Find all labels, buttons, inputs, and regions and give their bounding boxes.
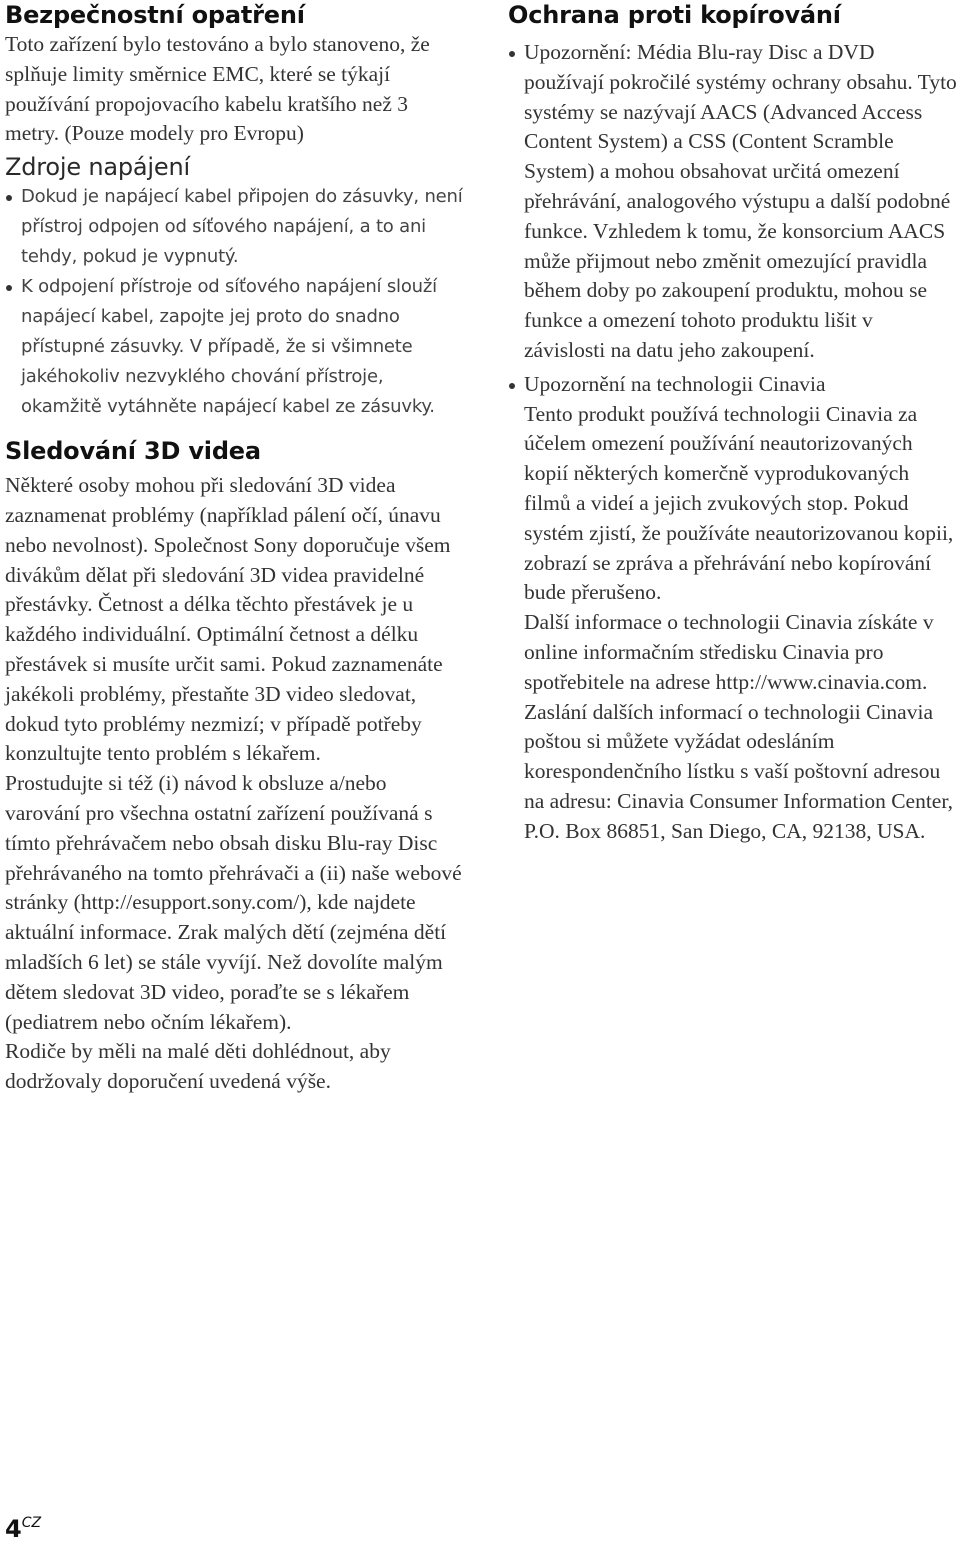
page-number: 4 [5,1515,22,1543]
cinavia-bullet [508,370,958,847]
language-code: CZ [21,1515,42,1531]
left-column [5,0,465,1097]
cinavia-title: Upozornění na technologii Cinavia [524,371,826,396]
video3d-paragraph-2: Prostudujte si též (i) návod k obsluze a/nebo varování pro všechna ostatní zařízení používaná s tímto přehrávačem nebo obsah disku Blu-ray Disc přehrávaného na tomto přehrávači a (ii) naše webové stránky (http://esupport.sony.com/), kde najdete aktuální informace. Zrak malých dětí (zejména dětí mladších 6 let) se stále vyvíjí. Než dovolíte malým dětem sledovat 3D video, poraďte se s lékařem (pediatrem nebo očním lékařem). [5,771,462,1034]
video3d-paragraph-1: Některé osoby mohou při sledování 3D videa zaznamenat problémy (například pálení očí, únavu nebo nevolnost). Společnost Sony doporučuje všem divákům dělat při sledování 3D videa pravidelné přestávky. Četnost a délka těchto přestávek je u každého individuální. Optimální četnost a délku přestávek si musíte určit sami. Pokud zaznamenáte jakékoli problémy, přestaňte 3D video sledovat, dokud tyto problémy nezmizí; v případě potřeby konzultujte tento problém s lékařem. [5,473,451,766]
power-list [5,182,465,422]
power-bullet-1: Dokud je napájecí kabel připojen do zásuvky, není přístroj odpojen od síťového napájení, a to ani tehdy, pokud je vypnutý. [5,182,465,272]
cinavia-text-1: Tento produkt používá technologii Cinavia za účelem omezení používání neautorizovaných kopií některých komerčně vyprodukovaných filmů a videí a jejich zvukových stop. Pokud systém zjistí, že používáte neautorizovanou kopii, zobrazí se zpráva a přehrávání nebo kopírování bude přerušeno. [524,401,954,605]
right-column [508,0,958,847]
page-footer [5,1515,41,1543]
copy-protection-heading: Ochrana proti kopírování [508,1,841,29]
video3d-paragraph-3: Rodiče by měli na malé děti dohlédnout, aby dodržovaly doporučení uvedená výše. [5,1039,391,1094]
cinavia-text-2: Další informace o technologii Cinavia získáte v online informačním středisku Cinavia pro spotřebitele na adrese http://www.cinavia.com. Zaslání dalších informací o technologii Cinavia poštou si můžete vyžádat odesláním korespondenčního lístku s vaší poštovní adresou na adresu: Cinavia Consumer Information Center, P.O. Box 86851, San Diego, CA, 92138, USA. [524,610,954,843]
safety-heading: Bezpečnostní opatření [5,1,305,29]
copy-protection-bullet-1: Upozornění: Média Blu-ray Disc a DVD používají pokročilé systémy ochrany obsahu. Tyto systémy se nazývají AACS (Advanced Access Content System) a CSS (Content Scramble System) a mohou obsahovat určitá omezení přehrávání, analogového výstupu a další podobné funkce. Vzhledem k tomu, že konsorcium AACS může přijmout nebo změnit omezující pravidla během doby po zakoupení produktu, mohou se funkce a omezení tohoto produktu lišit v závislosti na datu jeho zakoupení. [508,38,958,366]
video3d-heading: Sledování 3D videa [5,437,261,466]
power-bullet-2: K odpojení přístroje od síťového napájení slouží napájecí kabel, zapojte jej proto do snadno přístupné zásuvky. V případě, že si všimnete jakéhokoliv nezvyklého chování přístroje, okamžitě vytáhněte napájecí kabel ze zásuvky. [5,272,465,422]
power-heading: Zdroje napájení [5,153,190,182]
safety-text: Toto zařízení bylo testováno a bylo stanoveno, že splňuje limity směrnice EMC, které se týkají používání propojovacího kabelu kratšího než 3 metry. (Pouze modely pro Evropu) [5,32,430,146]
